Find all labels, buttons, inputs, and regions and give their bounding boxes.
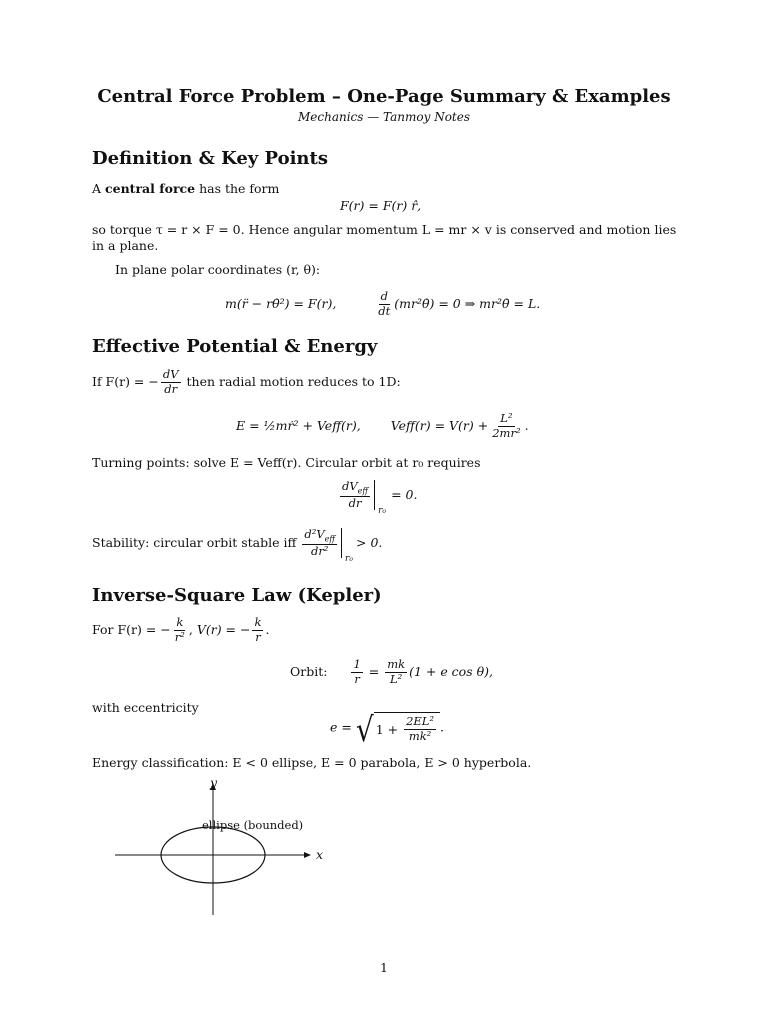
intro-bold-term: central force: [105, 181, 196, 196]
dVeff-dr-fraction: $\frac{dV_{eff}}{dr}$: [342, 479, 369, 510]
angular-equation: (mr²θ̇) = 0 ⇒ mr²θ̇ = L.: [394, 295, 541, 311]
energy-classification: Energy classification: E < 0 ellipse, E = 0 parabola, E > 0 hyperbola.: [92, 755, 532, 770]
energy-equation: E = ½mṙ² + Veff(r),: [236, 417, 361, 433]
inverse-square-line: For F(r) = − $\frac{k}{\text{r²}}$ , V(r) = − $\frac{k}{r}$ .: [92, 615, 270, 644]
orbit-figure: [110, 775, 340, 925]
time-derivative-fraction: $\frac{d}{dt}$: [378, 289, 391, 318]
torque-line: so torque τ = r × F = 0. Hence angular momentum L = mr × v is conserved and motion lies: [92, 222, 677, 237]
central-force-equation: F(r) = F(r) r̂,: [340, 198, 422, 213]
definition-intro: [92, 181, 279, 196]
section-heading-definition: Definition & Key Points: [92, 148, 328, 169]
veff-equation: Veff(r) = V(r) +: [390, 417, 489, 433]
stability-rhs: > 0.: [356, 534, 383, 550]
circular-orbit-condition: $\frac{dV_{eff}}{dr}$ r₀ = 0.: [342, 479, 418, 517]
if-force-text: If F(r) = −: [92, 373, 159, 389]
second-derivative-fraction: $\frac{d^2V_{eff}}{\text{dr²}}$: [304, 527, 336, 558]
orbit-rhs: (1 + e cos θ),: [409, 663, 493, 679]
dV-dr-fraction: $\frac{dV}{dr}$: [162, 367, 179, 396]
x-axis-label: x: [316, 847, 324, 862]
eccentricity-lhs: e =: [330, 719, 352, 735]
page-number: 1: [380, 960, 388, 975]
energy-equation-line: E = ½mṙ² + Veff(r), Veff(r) = V(r) + $\frac{\text{L²}}{\text{2mr²}}$ .: [236, 411, 529, 440]
x-axis-arrow: [304, 852, 311, 858]
intro-prefix: A: [92, 181, 106, 196]
torque-line-cont: in a plane.: [92, 238, 159, 253]
intro-suffix: has the form: [195, 181, 280, 196]
polar-intro: In plane polar coordinates (r, θ):: [115, 262, 321, 277]
section-heading-kepler: Inverse-Square Law (Kepler): [92, 585, 382, 606]
stability-text: Stability: circular orbit stable iff: [92, 534, 297, 550]
orbit-equation: Orbit: $\frac{1}{r}$ = $\frac{mk}{\text{L²}}$ (1 + e cos θ),: [290, 657, 493, 686]
circular-eq-rhs: = 0.: [391, 486, 418, 502]
then-text: then radial motion reduces to 1D:: [186, 373, 401, 389]
page-subtitle: Mechanics — Tanmoy Notes: [297, 110, 471, 124]
y-axis-label: y: [210, 775, 218, 790]
eccentricity-text: with eccentricity: [92, 700, 199, 715]
ellipse-label: ellipse (bounded): [202, 818, 304, 832]
orbit-label: Orbit:: [290, 663, 328, 679]
page-title: Central Force Problem – One-Page Summary & Examples: [97, 86, 671, 107]
section-heading-effective: Effective Potential & Energy: [92, 336, 378, 357]
if-force-line: [92, 368, 401, 397]
centrifugal-fraction: $\frac{\text{L²}}{\text{2mr²}}$: [492, 411, 521, 440]
stability-line: Stability: circular orbit stable iff $\frac{d^2V_{eff}}{\text{dr²}}$ r₀ > 0.: [92, 527, 383, 565]
eccentricity-equation: e = √ 1 + $\frac{\text{2EL²}}{\text{mk²}}$ .: [330, 709, 445, 749]
radial-equation: m(r̈ − rθ̇²) = F(r),: [225, 295, 337, 311]
for-text: For F(r) = −: [92, 621, 171, 637]
turning-points-line: Turning points: solve E = Veff(r). Circular orbit at r₀ requires: [92, 455, 481, 470]
equations-of-motion: [225, 290, 540, 319]
